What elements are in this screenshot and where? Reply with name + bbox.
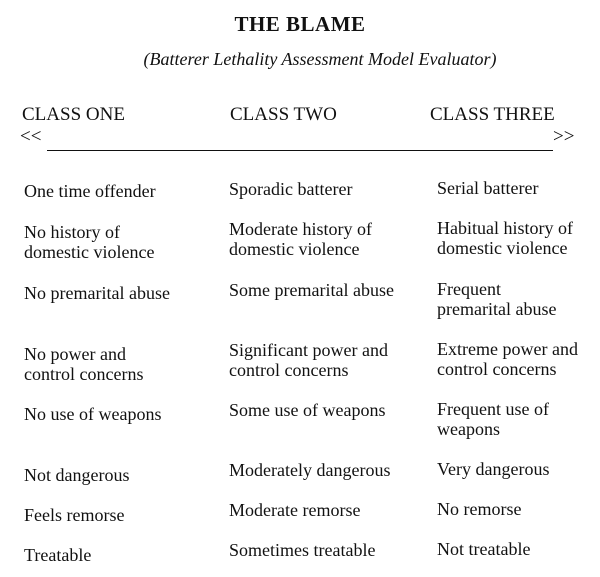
class-two-item-6: Moderately dangerous bbox=[229, 460, 391, 480]
class-two-item-1: Sporadic batterer bbox=[229, 179, 353, 199]
class-three-item-2: Habitual history of domestic violence bbox=[437, 218, 573, 258]
class-one-item-7: Feels remorse bbox=[24, 505, 125, 525]
class-three-item-4: Extreme power and control concerns bbox=[437, 339, 578, 379]
column-header-class-three: CLASS THREE bbox=[430, 104, 555, 125]
class-one-item-1: One time offender bbox=[24, 181, 156, 201]
class-three-item-1: Serial batterer bbox=[437, 178, 539, 198]
class-three-item-8: Not treatable bbox=[437, 539, 531, 559]
column-header-class-two: CLASS TWO bbox=[230, 104, 337, 125]
class-three-item-6: Very dangerous bbox=[437, 459, 550, 479]
class-two-item-3: Some premarital abuse bbox=[229, 280, 394, 300]
class-one-item-6: Not dangerous bbox=[24, 465, 130, 485]
column-header-class-one: CLASS ONE bbox=[22, 104, 125, 125]
class-two-item-4: Significant power and control concerns bbox=[229, 340, 388, 380]
class-two-item-5: Some use of weapons bbox=[229, 400, 386, 420]
class-one-item-5: No use of weapons bbox=[24, 404, 162, 424]
class-two-item-7: Moderate remorse bbox=[229, 500, 361, 520]
class-two-item-8: Sometimes treatable bbox=[229, 540, 376, 560]
class-two-item-2: Moderate history of domestic violence bbox=[229, 219, 372, 259]
scale-line bbox=[47, 150, 553, 151]
scale-left-arrow: << bbox=[20, 126, 42, 147]
page-subtitle: (Batterer Lethality Assessment Model Evaluator) bbox=[143, 49, 497, 69]
class-one-item-4: No power and control concerns bbox=[24, 344, 144, 384]
class-one-item-8: Treatable bbox=[24, 545, 92, 565]
class-three-item-3: Frequent premarital abuse bbox=[437, 279, 557, 319]
class-one-item-2: No history of domestic violence bbox=[24, 222, 155, 262]
scale-right-arrow: >> bbox=[553, 126, 575, 147]
class-three-item-5: Frequent use of weapons bbox=[437, 399, 549, 439]
page-title: THE BLAME bbox=[234, 12, 366, 36]
class-one-item-3: No premarital abuse bbox=[24, 283, 170, 303]
class-three-item-7: No remorse bbox=[437, 499, 522, 519]
